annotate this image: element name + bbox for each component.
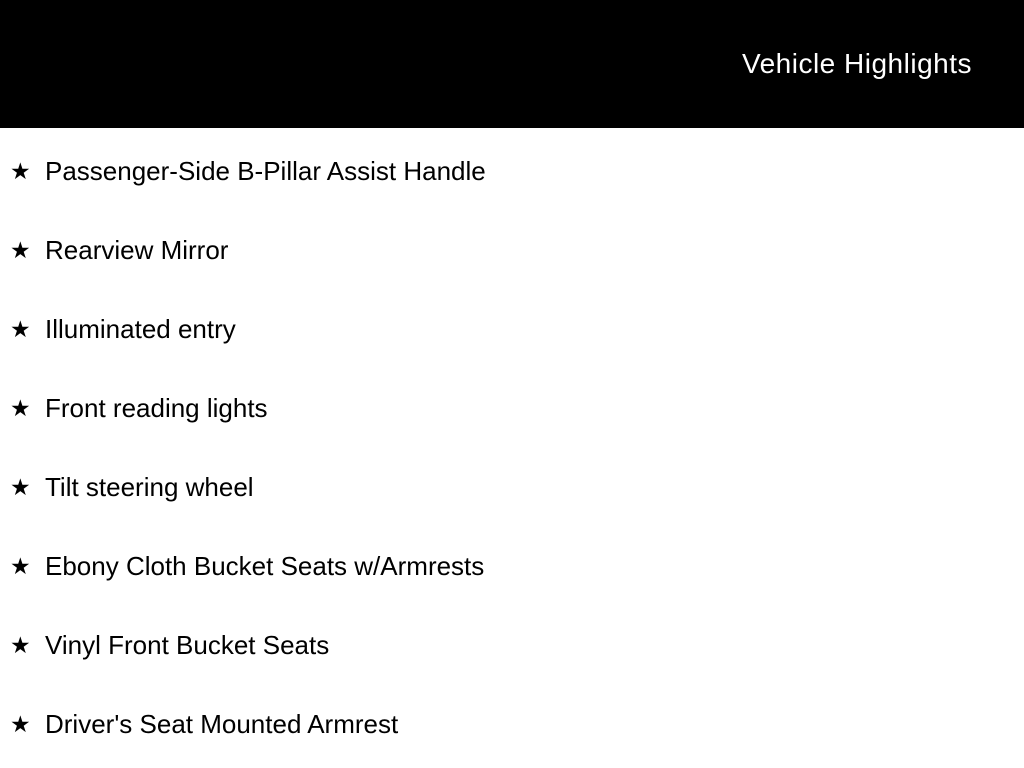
list-item — [10, 369, 1024, 448]
star-icon: ★ — [10, 473, 31, 500]
list-item — [10, 685, 1024, 764]
highlights-list — [0, 128, 1024, 764]
star-icon: ★ — [10, 157, 31, 184]
list-item-label: Illuminated entry — [45, 313, 236, 344]
list-item — [10, 448, 1024, 527]
star-icon: ★ — [10, 631, 31, 658]
page-title: Vehicle Highlights — [741, 48, 972, 79]
list-item — [10, 606, 1024, 685]
list-item-label: Front reading lights — [45, 392, 268, 423]
list-item-label: Tilt steering wheel — [45, 471, 254, 502]
star-icon: ★ — [10, 710, 31, 737]
star-icon: ★ — [10, 394, 31, 421]
list-item-label: Rearview Mirror — [45, 234, 229, 265]
list-item-label: Driver's Seat Mounted Armrest — [45, 708, 399, 739]
list-item — [10, 290, 1024, 369]
list-item-label: Vinyl Front Bucket Seats — [45, 629, 330, 660]
list-item — [10, 211, 1024, 290]
star-icon: ★ — [10, 315, 31, 342]
list-item-label: Passenger-Side B-Pillar Assist Handle — [45, 155, 486, 186]
list-item — [10, 527, 1024, 606]
header-bar — [0, 0, 1024, 128]
star-icon: ★ — [10, 236, 31, 263]
star-icon: ★ — [10, 552, 31, 579]
list-item-label: Ebony Cloth Bucket Seats w/Armrests — [45, 550, 485, 581]
list-item — [10, 132, 1024, 211]
